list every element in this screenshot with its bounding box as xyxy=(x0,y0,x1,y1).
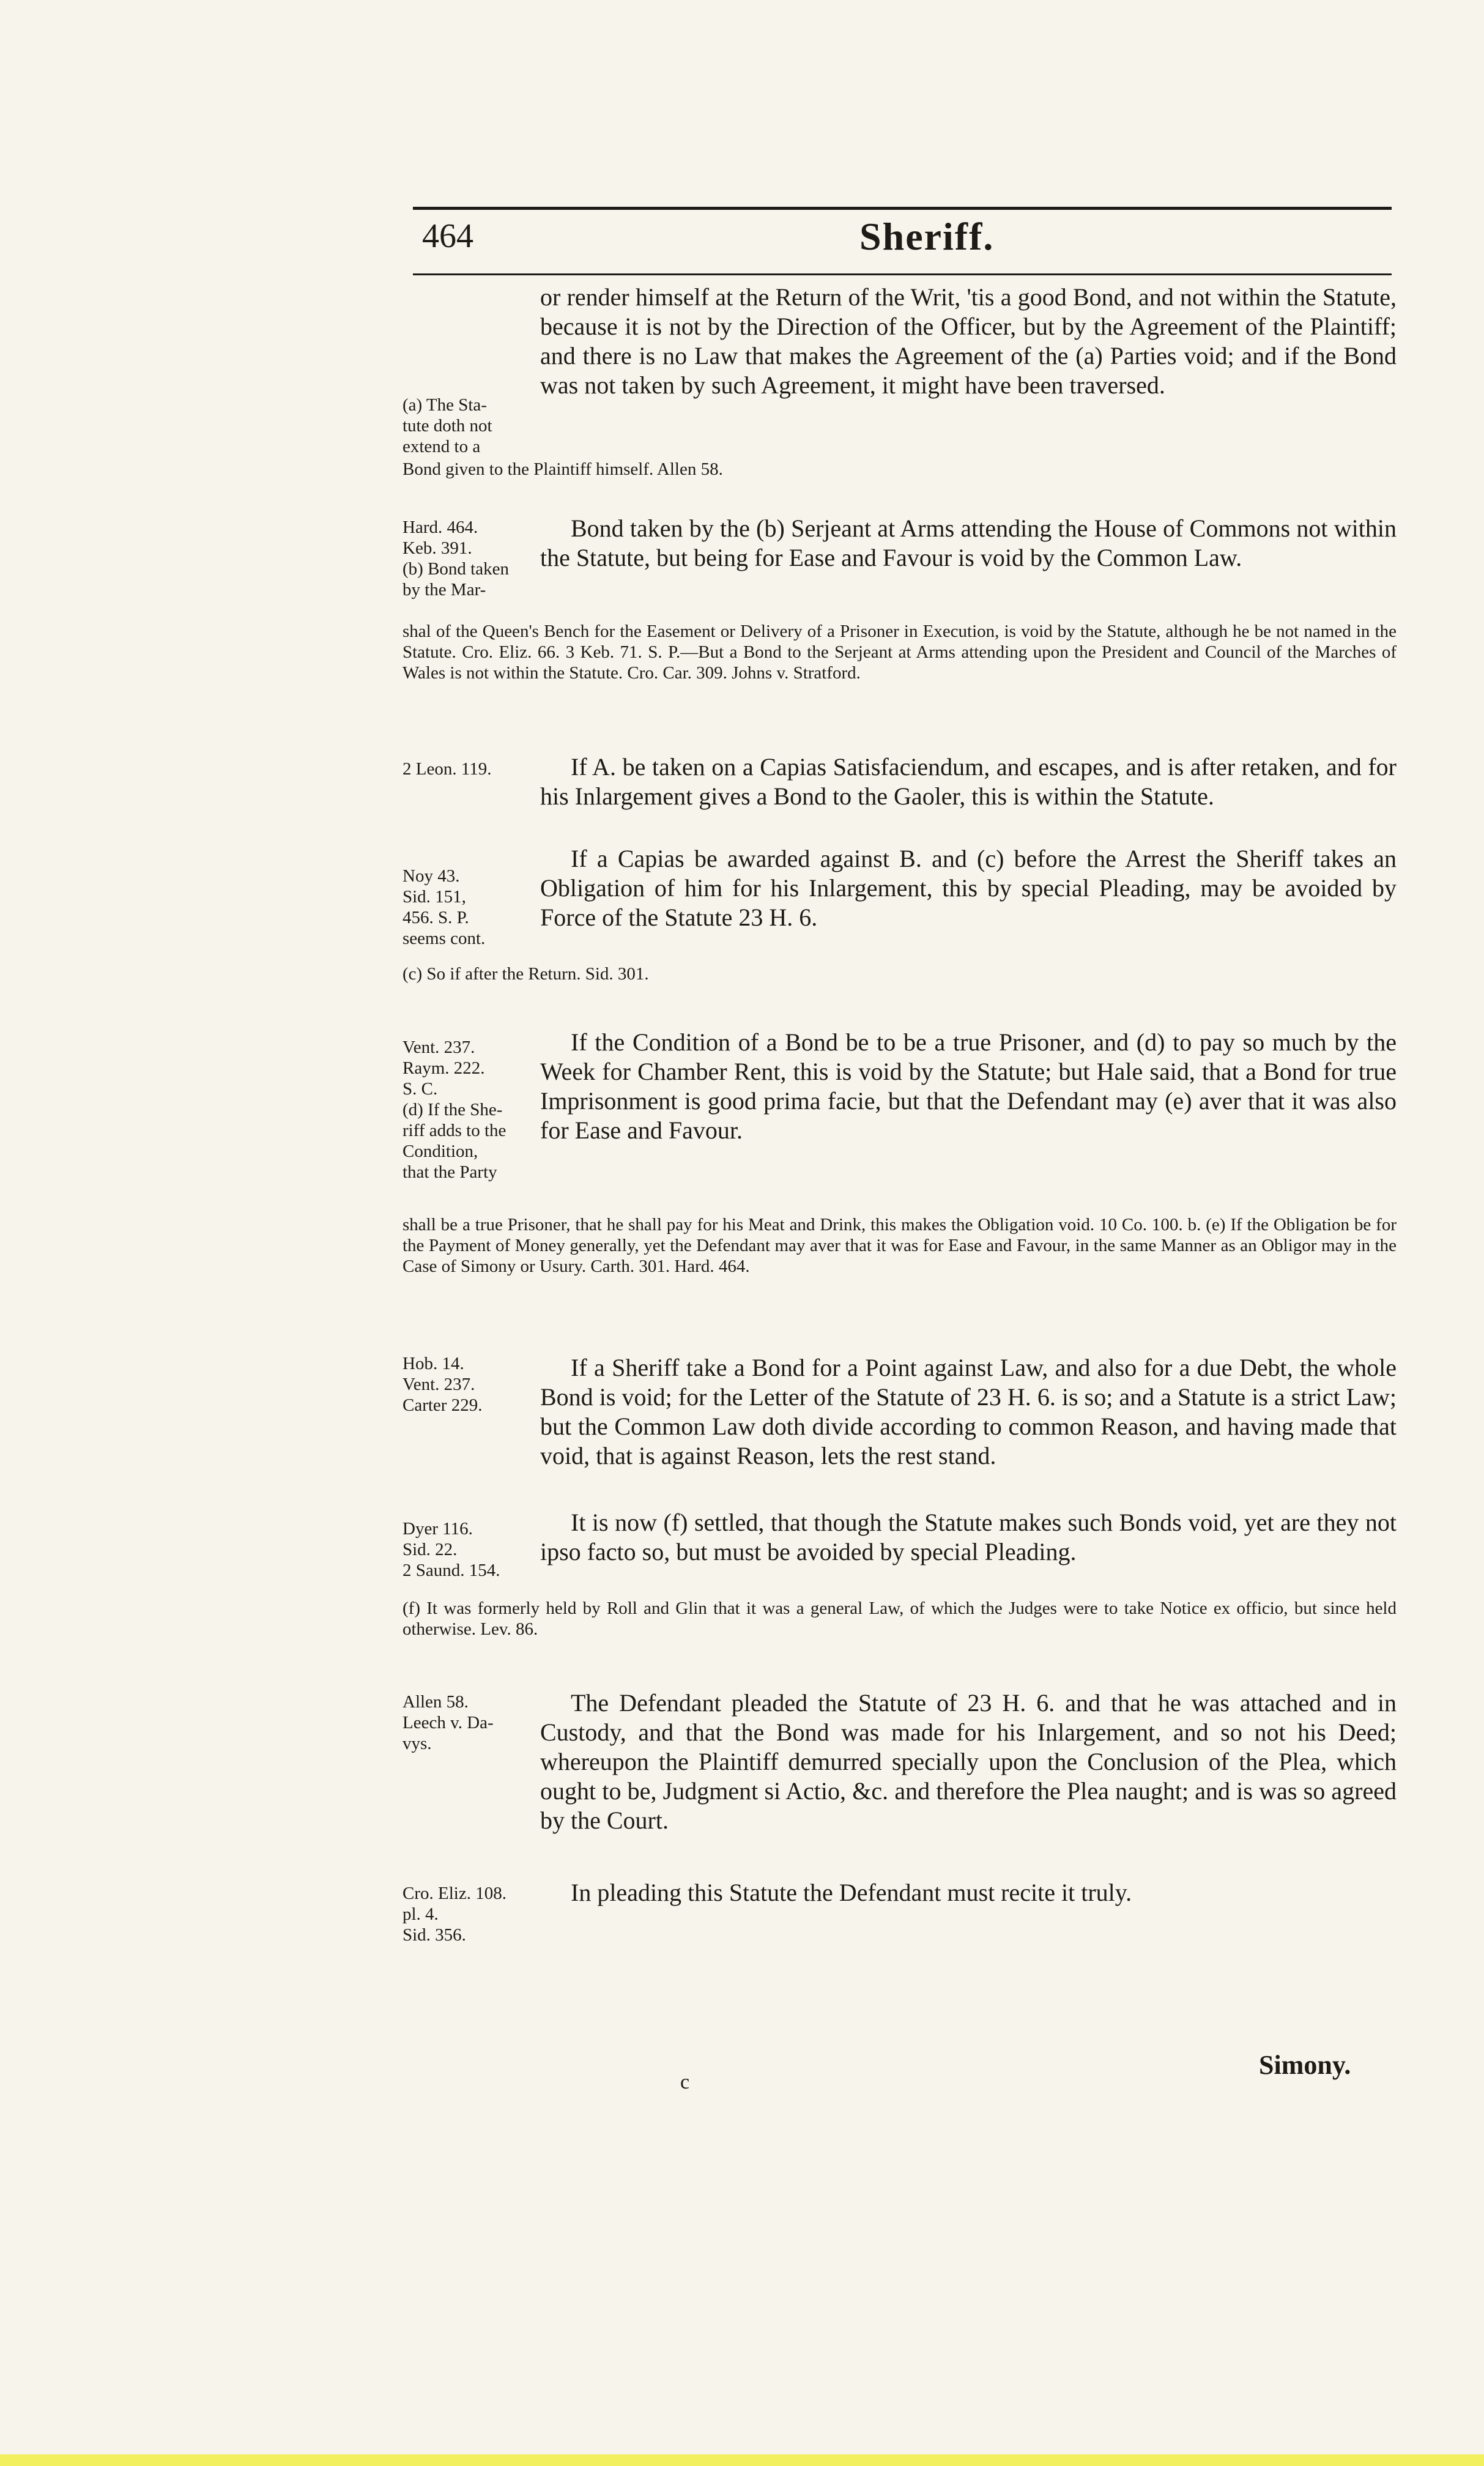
margin-line: Dyer 116. xyxy=(403,1519,473,1539)
margin-line: Noy 43. xyxy=(403,866,460,886)
margin-line: Sid. 151, xyxy=(403,887,466,907)
margin-line: (a) The Sta- xyxy=(403,395,487,415)
margin-line: tute doth not xyxy=(403,416,492,436)
margin-line: Condition, xyxy=(403,1142,478,1161)
margin-line: Leech v. Da- xyxy=(403,1713,494,1733)
margin-note-1 xyxy=(403,517,540,600)
paragraph-0: or render himself at the Return of the Writ, 'tis a good Bond, and not within the Statute, because it is not by the Direction of the Officer, but by the Agreement of the Plaintiff; and there is no Law that makes the Agreement of the (a) Parties void; and if the Bond was not taken by such Agreement, it might have been traversed. xyxy=(540,283,1397,399)
margin-line: riff adds to the xyxy=(403,1121,506,1140)
paragraph-2: If A. be taken on a Capias Satisfaciendum, and escapes, and is after retaken, and for his Inlargement gives a Bond to the Gaoler, this is within the Statute. xyxy=(540,753,1397,810)
footnote-3: (c) So if after the Return. Sid. 301. xyxy=(403,964,649,984)
running-title: Sheriff. xyxy=(859,215,995,258)
margin-line: pl. 4. xyxy=(403,1904,439,1924)
margin-note-5 xyxy=(403,1353,540,1416)
catchword: Simony. xyxy=(1259,2050,1351,2080)
footnote-0: Bond given to the Plaintiff himself. Allen 58. xyxy=(403,459,723,479)
margin-line: Sid. 22. xyxy=(403,1540,458,1559)
margin-line: Carter 229. xyxy=(403,1395,483,1415)
page-number: 464 xyxy=(422,217,473,255)
margin-line: 2 Saund. 154. xyxy=(403,1561,500,1580)
header-rule-top xyxy=(413,207,1392,210)
margin-note-6 xyxy=(403,1518,540,1581)
margin-line: S. C. xyxy=(403,1079,438,1099)
margin-line: (d) If the She- xyxy=(403,1100,503,1120)
margin-note-3 xyxy=(403,866,540,949)
margin-note-7 xyxy=(403,1692,540,1754)
margin-line: by the Mar- xyxy=(403,580,486,600)
margin-line: Raym. 222. xyxy=(403,1058,485,1078)
margin-note-8 xyxy=(403,1883,540,1945)
footnote-4: shall be a true Prisoner, that he shall pay for his Meat and Drink, this makes the Obligation void. 10 Co. 100. b. (e) If the Obligation be for the Payment of Money generally, yet the Defendant may aver that it was for Ease and Favour, in the same Manner as an Obligor may in the Case of Simony or Usury. Carth. 301. Hard. 464. xyxy=(403,1215,1397,1276)
paragraph-4: If the Condition of a Bond be to be a true Prisoner, and (d) to pay so much by the Week for Chamber Rent, this is void by the Statute; but Hale said, that a Bond for true Imprisonment is good prima facie, but that the Defendant may (e) aver that it was also for Ease and Favour. xyxy=(540,1028,1397,1144)
paragraph-6: It is now (f) settled, that though the Statute makes such Bonds void, yet are they not ipso facto so, but must be avoided by special Pleading. xyxy=(540,1509,1397,1565)
paragraph-3: If a Capias be awarded against B. and (c) before the Arrest the Sheriff takes an Obligation of him for his Inlargement, this by special Pleading, may be avoided by Force of the Statute 23 H. 6. xyxy=(540,845,1397,931)
margin-line: Vent. 237. xyxy=(403,1375,475,1394)
margin-line: 2 Leon. 119. xyxy=(403,759,492,779)
margin-line: Sid. 356. xyxy=(403,1925,466,1945)
margin-line: extend to a xyxy=(403,437,481,456)
margin-note-2 xyxy=(403,759,540,779)
margin-line: Allen 58. xyxy=(403,1692,469,1712)
footnote-6: (f) It was formerly held by Roll and Glin that it was a general Law, of which the Judges were to take Notice ex officio, but since held otherwise. Lev. 86. xyxy=(403,1599,1397,1639)
scan-edge-strip xyxy=(0,2454,1484,2466)
margin-line: Vent. 237. xyxy=(403,1038,475,1057)
margin-note-0 xyxy=(403,395,540,457)
paragraph-7: The Defendant pleaded the Statute of 23 H. 6. and that he was attached and in Custody, and that the Bond was made for his Inlargement, and so not his Deed; whereupon the Plaintiff demurred specially upon the Conclusion of the Plea, which ought to be, Judgment si Actio, &c. and therefore the Plea naught; and is was so agreed by the Court. xyxy=(540,1689,1397,1834)
margin-line: Keb. 391. xyxy=(403,538,472,558)
margin-note-4 xyxy=(403,1037,540,1183)
paragraph-8: In pleading this Statute the Defendant must recite it truly. xyxy=(571,1879,1132,1906)
paragraph-1: Bond taken by the (b) Serjeant at Arms attending the House of Commons not within the Statute, but being for Ease and Favour is void by the Common Law. xyxy=(540,514,1397,571)
paragraph-5: If a Sheriff take a Bond for a Point against Law, and also for a due Debt, the whole Bond is void; for the Letter of the Statute of 23 H. 6. is so; and a Statute is a strict Law; but the Common Law doth divide according to common Reason, and having made that void, that is against Reason, lets the rest stand. xyxy=(540,1354,1397,1469)
footnote-1: shal of the Queen's Bench for the Easement or Delivery of a Prisoner in Execution, is void by the Statute, although he be not named in the Statute. Cro. Eliz. 66. 3 Keb. 71. S. P.—But a Bond to the Serjeant at Arms attending upon the President and Council of the Marches of Wales is not within the Statute. Cro. Car. 309. Johns v. Stratford. xyxy=(403,622,1397,683)
margin-line: that the Party xyxy=(403,1162,497,1182)
signature-mark: c xyxy=(680,2071,690,2093)
header-rule-bottom xyxy=(413,273,1392,275)
margin-line: 456. S. P. xyxy=(403,908,469,927)
margin-line: Cro. Eliz. 108. xyxy=(403,1884,506,1903)
margin-line: (b) Bond taken xyxy=(403,559,509,579)
margin-line: Hard. 464. xyxy=(403,518,478,537)
margin-line: seems cont. xyxy=(403,929,486,948)
margin-line: vys. xyxy=(403,1734,432,1753)
margin-line: Hob. 14. xyxy=(403,1354,464,1373)
